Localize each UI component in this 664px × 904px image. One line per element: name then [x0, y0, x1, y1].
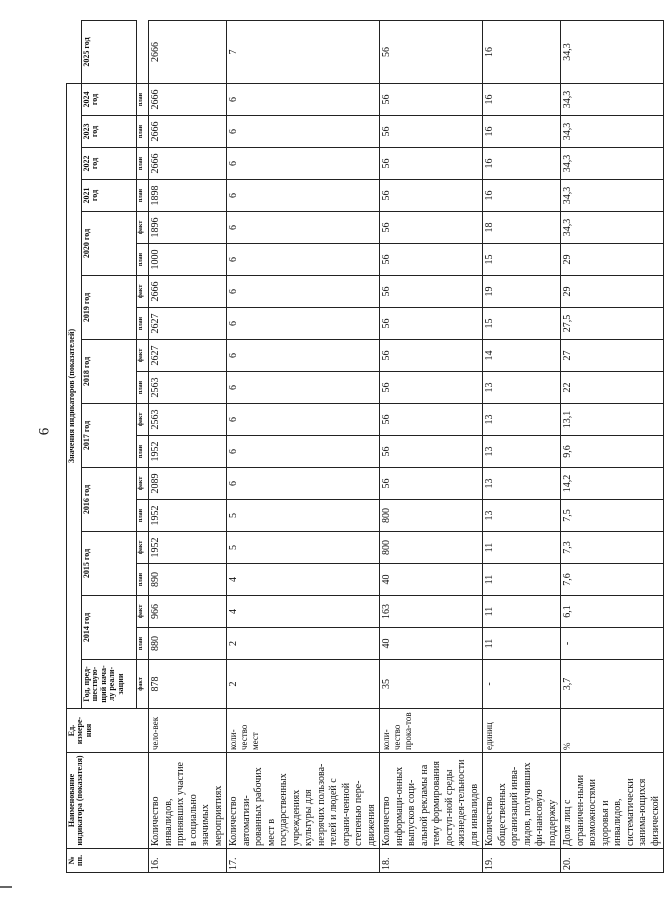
- value-cell: 2627: [149, 340, 227, 372]
- subheader-plan: план: [137, 116, 149, 148]
- header-year-2014: 2014 год: [82, 596, 137, 660]
- value-cell: 2666: [149, 276, 227, 308]
- value-cell: 11: [483, 564, 561, 596]
- row-number: 16.: [149, 849, 227, 873]
- value-cell: 16: [483, 21, 561, 84]
- value-cell: 56: [380, 244, 483, 276]
- value-cell: 56: [380, 308, 483, 340]
- indicator-name: Количество информаци-онных выпусков соци-альной рекламы на тему формирования доступ-ной среды жизнедея-тельности для инвалидов: [380, 753, 483, 849]
- value-cell: 13: [483, 404, 561, 436]
- value-cell: 163: [380, 596, 483, 628]
- value-cell: 878: [149, 660, 227, 709]
- table-row: [149, 21, 227, 873]
- value-cell: 2627: [149, 308, 227, 340]
- value-cell: 1952: [149, 436, 227, 468]
- indicator-unit: %: [561, 709, 664, 753]
- value-cell: 7,3: [561, 532, 664, 564]
- value-cell: 4: [227, 564, 380, 596]
- value-cell: 15: [483, 308, 561, 340]
- value-cell: 56: [380, 372, 483, 404]
- subheader-plan: план: [137, 436, 149, 468]
- value-cell: 6: [227, 84, 380, 116]
- value-cell: 15: [483, 244, 561, 276]
- value-cell: -: [483, 660, 561, 709]
- value-cell: 56: [380, 404, 483, 436]
- header-year-2024: 2024 год: [82, 84, 137, 116]
- value-cell: 34,3: [561, 84, 664, 116]
- value-cell: 40: [380, 628, 483, 660]
- header-base-year: Год, пред-шествую-щий нача-лу реали-зации: [82, 660, 137, 709]
- indicators-table: [66, 20, 664, 873]
- value-cell: 2089: [149, 468, 227, 500]
- value-cell: 6: [227, 308, 380, 340]
- value-cell: 1952: [149, 500, 227, 532]
- value-cell: 800: [380, 500, 483, 532]
- value-cell: 7,6: [561, 564, 664, 596]
- value-cell: 56: [380, 116, 483, 148]
- header-name: Наименование индикатора (показателя): [67, 753, 149, 849]
- value-cell: 2563: [149, 404, 227, 436]
- value-cell: 1896: [149, 212, 227, 244]
- value-cell: 6: [227, 244, 380, 276]
- subheader-plan: план: [137, 628, 149, 660]
- value-cell: 6: [227, 276, 380, 308]
- row-number: 18.: [380, 849, 483, 873]
- value-cell: 2666: [149, 21, 227, 84]
- value-cell: 6: [227, 116, 380, 148]
- value-cell: 7,5: [561, 500, 664, 532]
- value-cell: 56: [380, 180, 483, 212]
- value-cell: 1898: [149, 180, 227, 212]
- value-cell: 1000: [149, 244, 227, 276]
- subheader-plan: план: [137, 244, 149, 276]
- value-cell: 880: [149, 628, 227, 660]
- header-year-2019: 2019 год: [82, 276, 137, 340]
- value-cell: 56: [380, 84, 483, 116]
- page-number: 6: [36, 427, 53, 436]
- value-cell: 13: [483, 372, 561, 404]
- subheader-plan: план: [137, 372, 149, 404]
- row-number: 20.: [561, 849, 664, 873]
- value-cell: 27,5: [561, 308, 664, 340]
- value-cell: 4: [227, 596, 380, 628]
- value-cell: 27: [561, 340, 664, 372]
- value-cell: 56: [380, 148, 483, 180]
- subheader-plan: план: [137, 308, 149, 340]
- indicator-unit: коли-чество прока-тов: [380, 709, 483, 753]
- value-cell: 5: [227, 532, 380, 564]
- subheader-fact: факт: [137, 532, 149, 564]
- subheader-plan: план: [137, 148, 149, 180]
- value-cell: 11: [483, 596, 561, 628]
- value-cell: -: [561, 628, 664, 660]
- value-cell: 13: [483, 436, 561, 468]
- value-cell: 11: [483, 532, 561, 564]
- value-cell: 56: [380, 276, 483, 308]
- row-number: 19.: [483, 849, 561, 873]
- indicator-unit: чело-век: [149, 709, 227, 753]
- value-cell: 35: [380, 660, 483, 709]
- value-cell: 2666: [149, 116, 227, 148]
- value-cell: 34,3: [561, 21, 664, 84]
- table-row: [561, 21, 664, 873]
- value-cell: 6: [227, 212, 380, 244]
- value-cell: 6: [227, 148, 380, 180]
- header-values: Значения индикаторов (показателей): [67, 84, 82, 709]
- value-cell: 34,3: [561, 180, 664, 212]
- subheader-fact: факт: [137, 212, 149, 244]
- value-cell: 56: [380, 436, 483, 468]
- value-cell: 16: [483, 84, 561, 116]
- value-cell: 16: [483, 180, 561, 212]
- value-cell: 14: [483, 340, 561, 372]
- value-cell: 2: [227, 660, 380, 709]
- value-cell: 40: [380, 564, 483, 596]
- header-year-2020: 2020 год: [82, 212, 137, 276]
- value-cell: 13,1: [561, 404, 664, 436]
- value-cell: 19: [483, 276, 561, 308]
- value-cell: 7: [227, 21, 380, 84]
- header-year-2021: 2021 год: [82, 180, 137, 212]
- value-cell: 18: [483, 212, 561, 244]
- value-cell: 13: [483, 500, 561, 532]
- value-cell: 34,3: [561, 148, 664, 180]
- value-cell: 16: [483, 116, 561, 148]
- value-cell: 2666: [149, 84, 227, 116]
- value-cell: 29: [561, 244, 664, 276]
- value-cell: 6,1: [561, 596, 664, 628]
- value-cell: 2666: [149, 148, 227, 180]
- value-cell: 22: [561, 372, 664, 404]
- value-cell: 9,6: [561, 436, 664, 468]
- subheader-fact: факт: [137, 340, 149, 372]
- value-cell: 29: [561, 276, 664, 308]
- value-cell: 6: [227, 468, 380, 500]
- header-unit: Ед. измере-ния: [67, 709, 149, 753]
- header-row-1: [67, 21, 82, 873]
- value-cell: 6: [227, 436, 380, 468]
- value-cell: 6: [227, 404, 380, 436]
- table-body: [149, 21, 664, 873]
- value-cell: 2: [227, 628, 380, 660]
- value-cell: 14,2: [561, 468, 664, 500]
- subheader-fact: факт: [137, 660, 149, 709]
- subheader-fact: факт: [137, 468, 149, 500]
- value-cell: 56: [380, 212, 483, 244]
- value-cell: 11: [483, 628, 561, 660]
- table-row: [483, 21, 561, 873]
- header-year-2018: 2018 год: [82, 340, 137, 404]
- header-year-2015: 2015 год: [82, 532, 137, 596]
- indicator-unit: единиц: [483, 709, 561, 753]
- indicator-name: Количество инвалидов, принявших участие в социально значимых мероприятиях: [149, 753, 227, 849]
- header-year-2016: 2016 год: [82, 468, 137, 532]
- header-year-2025: 2025 год: [82, 21, 137, 84]
- table-row: [380, 21, 483, 873]
- header-year-2023: 2023 год: [82, 116, 137, 148]
- value-cell: 6: [227, 340, 380, 372]
- subheader-fact: факт: [137, 276, 149, 308]
- value-cell: 56: [380, 340, 483, 372]
- subheader-plan: план: [137, 564, 149, 596]
- subheader-fact: факт: [137, 404, 149, 436]
- subheader-fact: факт: [137, 596, 149, 628]
- header-year-2022: 2022 год: [82, 148, 137, 180]
- value-cell: 13: [483, 468, 561, 500]
- value-cell: 890: [149, 564, 227, 596]
- scan-mark: [0, 886, 12, 888]
- indicator-name: Количество автоматизи-рованных рабочих мест в государственных учреждениях культуры для незрячих пользова-телей и людей с ограни-ченной степенью пере-движения: [227, 753, 380, 849]
- table-row: [227, 21, 380, 873]
- value-cell: 34,3: [561, 212, 664, 244]
- subheader-plan: план: [137, 500, 149, 532]
- subheader-plan: план: [137, 84, 149, 116]
- value-cell: 6: [227, 372, 380, 404]
- value-cell: 16: [483, 148, 561, 180]
- value-cell: 56: [380, 468, 483, 500]
- indicator-unit: коли-чество мест: [227, 709, 380, 753]
- row-number: 17.: [227, 849, 380, 873]
- value-cell: 5: [227, 500, 380, 532]
- header-year-2017: 2017 год: [82, 404, 137, 468]
- subheader-plan: план: [137, 180, 149, 212]
- value-cell: 2563: [149, 372, 227, 404]
- value-cell: 6: [227, 180, 380, 212]
- value-cell: 800: [380, 532, 483, 564]
- value-cell: 56: [380, 21, 483, 84]
- value-cell: 1952: [149, 532, 227, 564]
- indicator-name: Количество общественных организаций инва-лидов, получивших фи-нансовую поддержку: [483, 753, 561, 849]
- indicator-name: Доля лиц с ограничен-ными возможностями здоровья и инвалидов, систематически занима-ющихся физической: [561, 753, 664, 849]
- rotated-table-container: [66, 20, 661, 873]
- header-no: № пп.: [67, 849, 149, 873]
- value-cell: 966: [149, 596, 227, 628]
- value-cell: 3,7: [561, 660, 664, 709]
- value-cell: 34,3: [561, 116, 664, 148]
